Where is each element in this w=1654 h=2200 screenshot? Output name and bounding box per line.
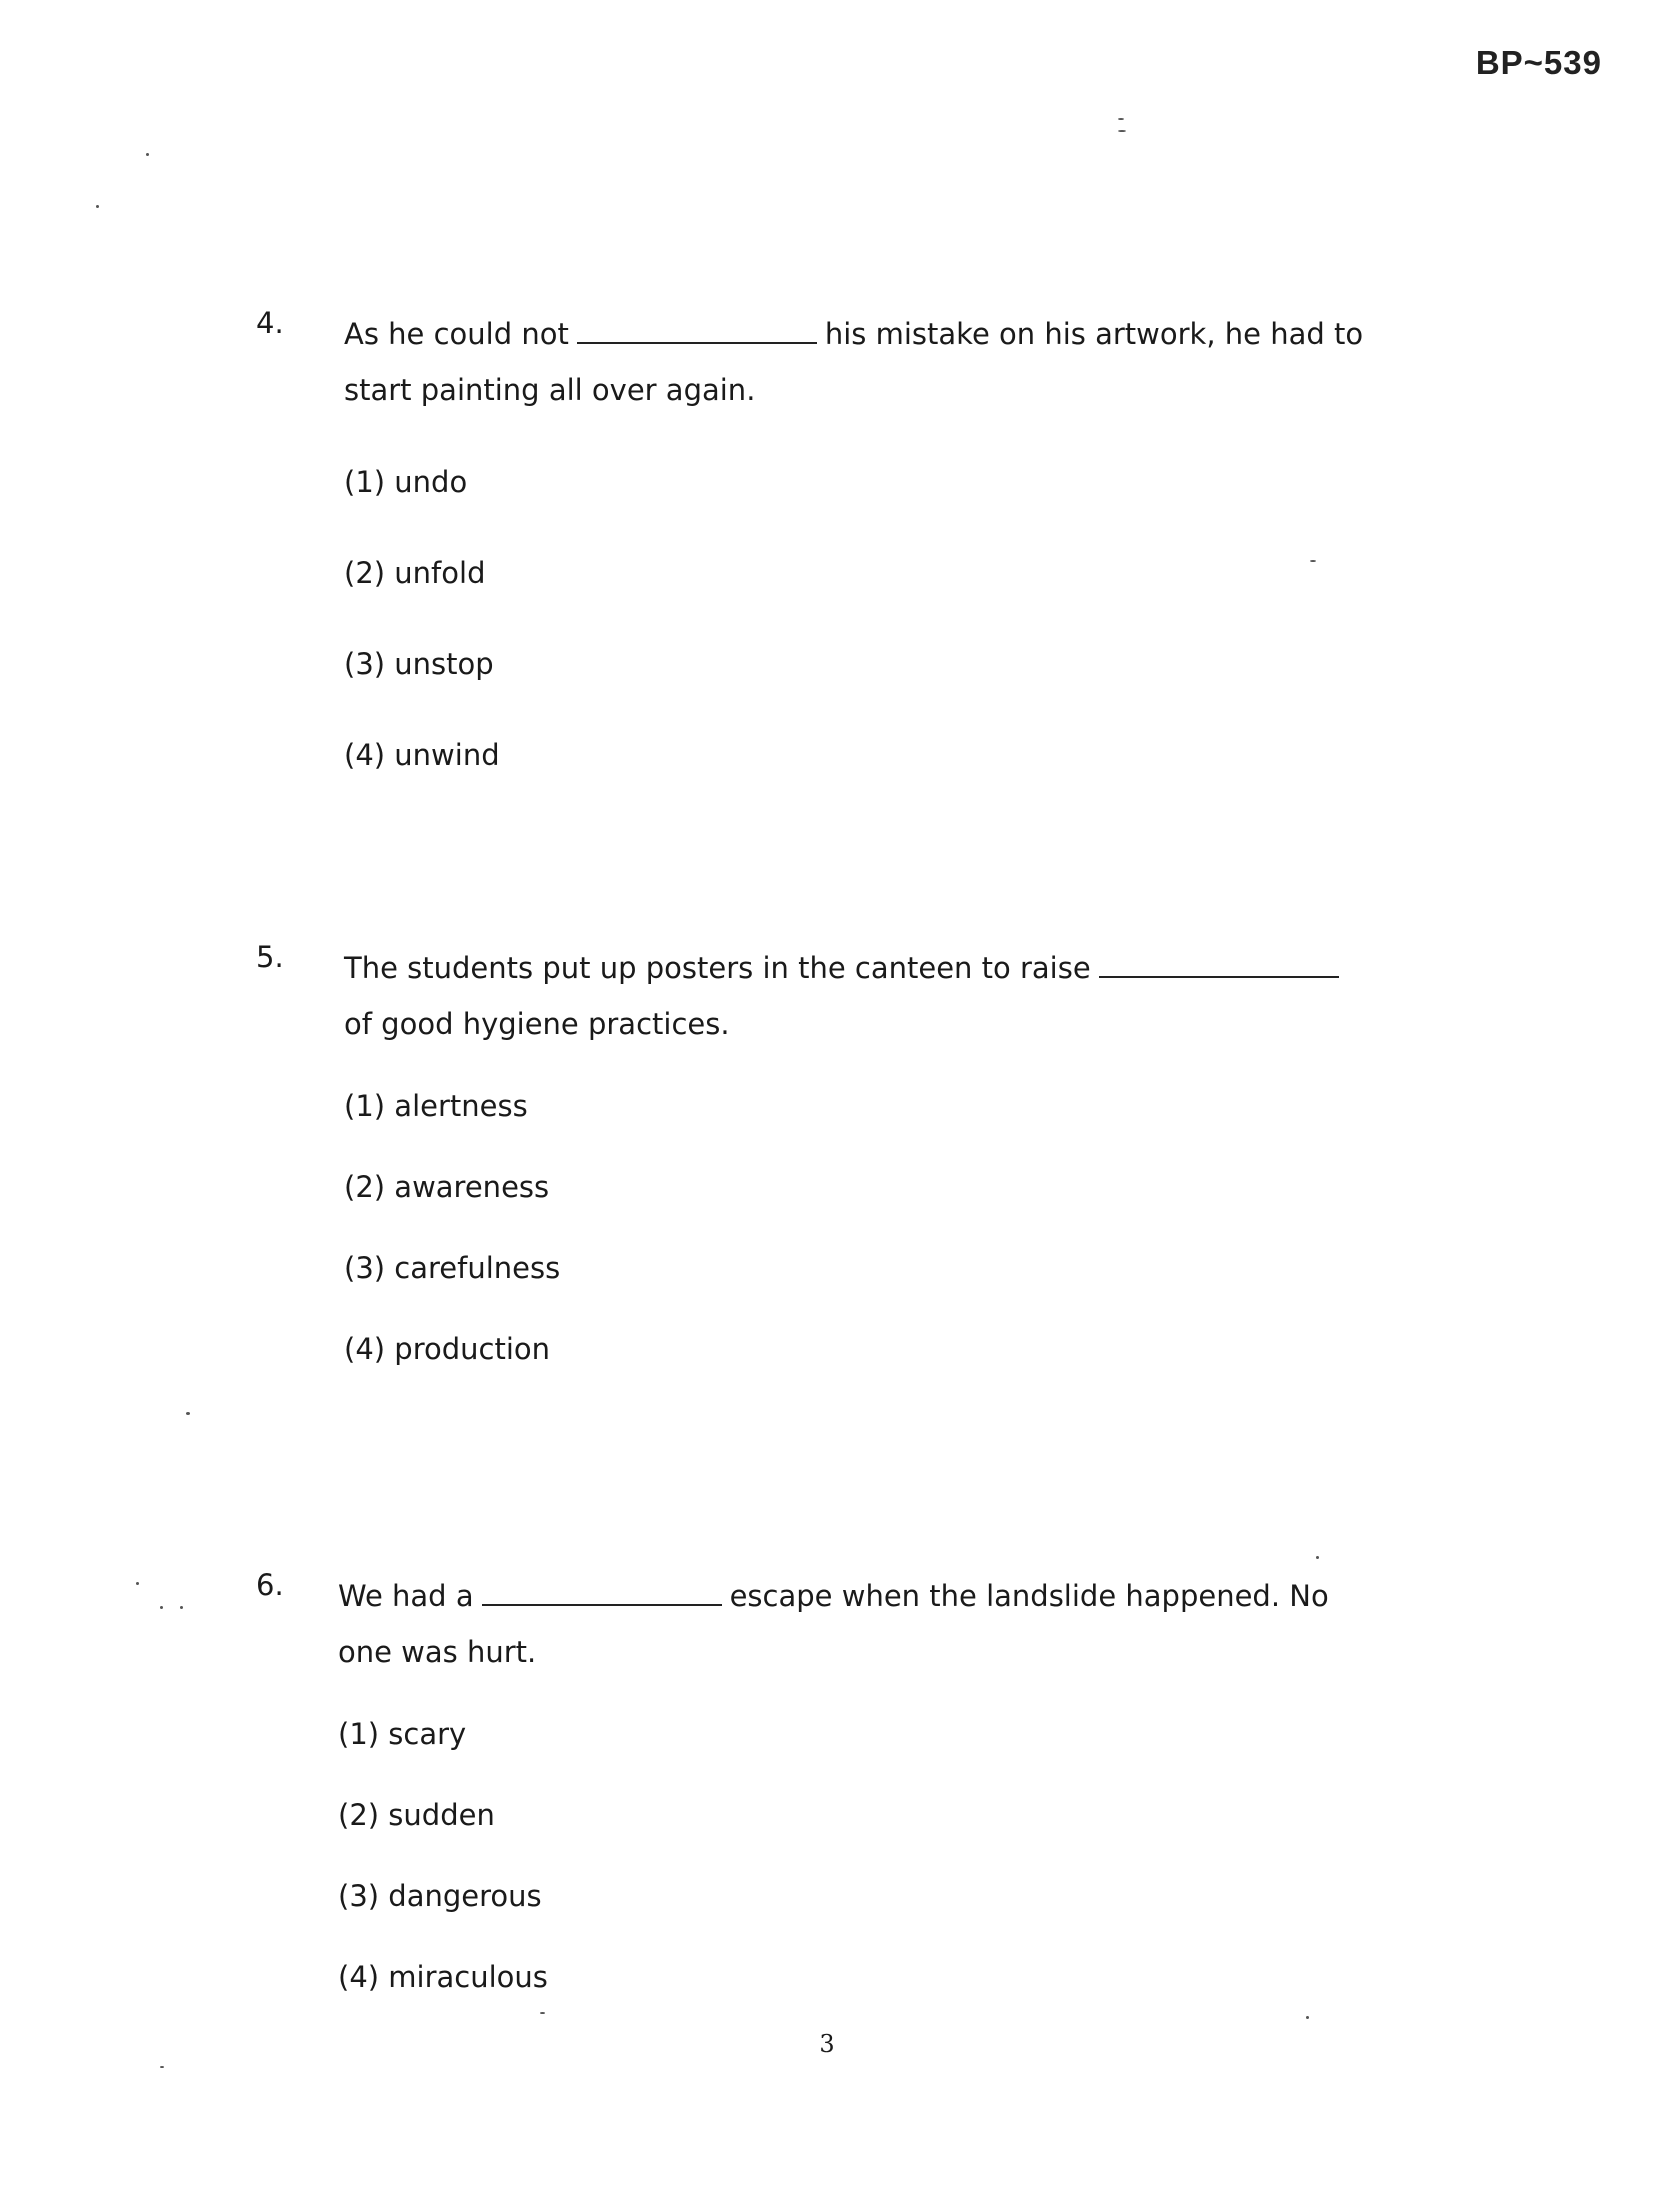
scan-speck xyxy=(1118,130,1126,132)
question-text xyxy=(344,940,1374,1052)
scan-speck xyxy=(96,205,99,208)
scan-speck xyxy=(146,153,149,156)
option-1: (1) scary xyxy=(338,1717,467,1751)
answer-blank xyxy=(577,316,817,344)
scan-speck xyxy=(160,2066,164,2068)
document-code: BP~539 xyxy=(1475,44,1602,81)
scan-speck xyxy=(180,1606,183,1609)
option-3: (3) carefulness xyxy=(344,1251,561,1285)
answer-blank xyxy=(1099,950,1339,978)
question-text-before: We had a xyxy=(338,1579,474,1613)
question-text-after: his mistake on his artwork, he had to start painting all over again. xyxy=(344,317,1364,407)
question-text-after: escape when the landslide happened. No one was hurt. xyxy=(338,1579,1329,1669)
option-3: (3) dangerous xyxy=(338,1879,542,1913)
question-number: 6. xyxy=(256,1568,284,1602)
option-2: (2) sudden xyxy=(338,1798,495,1832)
option-2: (2) unfold xyxy=(344,556,486,590)
question-number: 4. xyxy=(256,306,284,340)
scan-speck xyxy=(1118,118,1124,120)
scan-speck xyxy=(1306,2016,1309,2019)
question-text xyxy=(338,1568,1368,1680)
question-4 xyxy=(256,306,1396,842)
option-3: (3) unstop xyxy=(344,647,494,681)
scan-speck xyxy=(1310,560,1316,562)
scan-speck xyxy=(186,1412,190,1415)
question-text-before: As he could not xyxy=(344,317,569,351)
question-number: 5. xyxy=(256,940,284,974)
question-text xyxy=(344,306,1374,418)
options-list xyxy=(344,462,1396,826)
option-1: (1) undo xyxy=(344,465,468,499)
option-4: (4) unwind xyxy=(344,738,500,772)
answer-blank xyxy=(482,1578,722,1606)
options-list xyxy=(344,1086,1396,1410)
scan-speck xyxy=(540,2012,545,2014)
option-2: (2) awareness xyxy=(344,1170,550,1204)
scan-speck xyxy=(160,1606,163,1609)
scan-speck xyxy=(136,1582,139,1585)
option-4: (4) production xyxy=(344,1332,551,1366)
question-text-before: The students put up posters in the canteen to raise xyxy=(344,951,1091,985)
scan-speck xyxy=(1316,1556,1319,1559)
question-text-after: of good hygiene practices. xyxy=(344,1007,730,1041)
options-list xyxy=(338,1714,1396,2038)
page-number: 3 xyxy=(819,2030,835,2058)
question-5 xyxy=(256,940,1396,1426)
option-1: (1) alertness xyxy=(344,1089,528,1123)
option-4: (4) miraculous xyxy=(338,1960,548,1994)
question-6 xyxy=(256,1568,1396,2054)
